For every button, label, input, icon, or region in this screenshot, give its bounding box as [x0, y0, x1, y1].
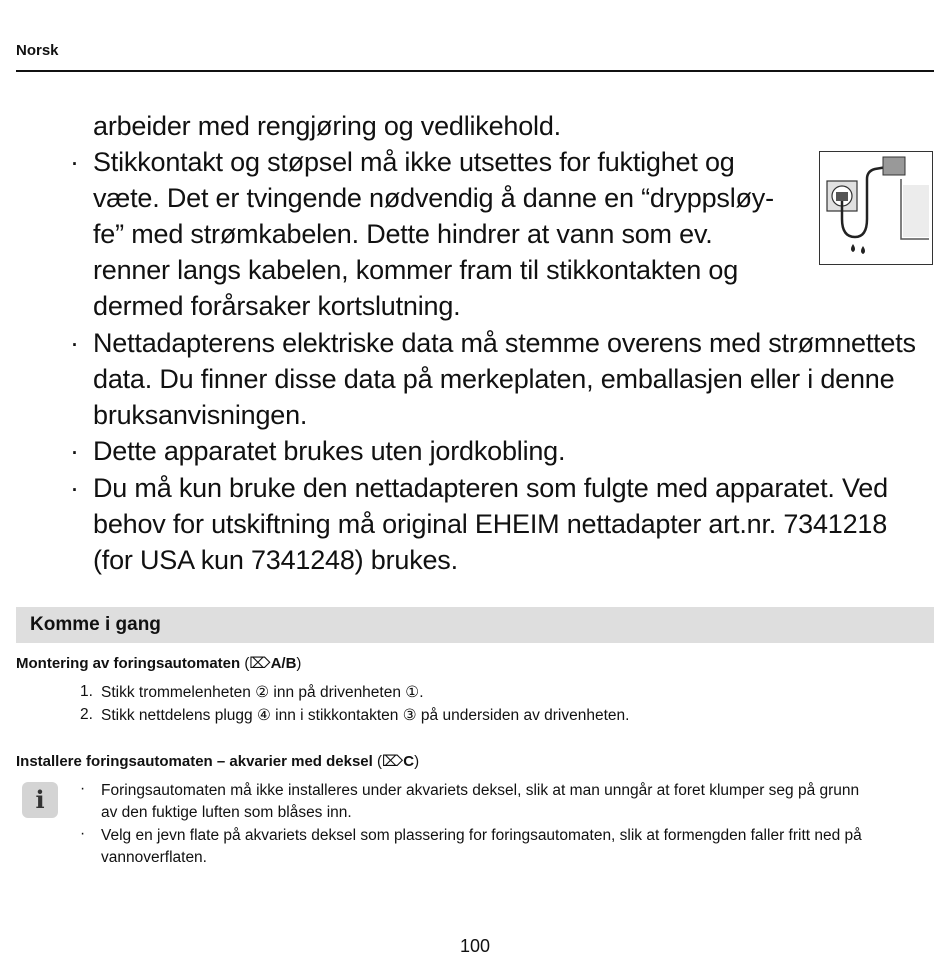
header-divider	[16, 70, 934, 72]
install-note-line: Velg en jevn flate på akvariets deksel som plassering for foringsautomaten, slik at formengden faller fritt ned på	[101, 827, 862, 844]
step-number: 1.	[80, 683, 93, 700]
figure-reference-icon: ⌦	[249, 655, 271, 672]
part-number-icon: ④	[256, 707, 271, 724]
bullet1-line: fe” med strømkabelen. Dette hindrer at vann som ev.	[93, 219, 713, 249]
bullet-marker: ·	[70, 328, 79, 358]
bullet1-line: væte. Det er tvingende nødvendig å danne en “dryppsløy-	[93, 183, 774, 213]
info-icon: i	[22, 782, 58, 818]
mounting-heading: Montering av foringsautomaten (⌦A/B)	[16, 655, 302, 672]
drip-loop-illustration	[819, 151, 933, 265]
mounting-step: Stikk trommelenheten ② inn på drivenheten ①.	[101, 684, 424, 701]
continuation-line: arbeider med rengjøring og vedlikehold.	[93, 111, 561, 141]
figure-reference-icon: ⌦	[382, 753, 404, 770]
bullet3-line: Dette apparatet brukes uten jordkobling.	[93, 436, 566, 466]
page-number: 100	[459, 936, 491, 956]
page-header-label: Norsk	[16, 42, 59, 59]
bullet1-line: Stikkontakt og støpsel må ikke utsettes for fuktighet og	[93, 147, 735, 177]
part-number-icon: ②	[255, 684, 270, 701]
note-bullet: ·	[80, 825, 86, 842]
bullet1-line: renner langs kabelen, kommer fram til stikkontakten og	[93, 255, 739, 285]
part-number-icon: ③	[402, 707, 417, 724]
bullet-marker: ·	[70, 436, 79, 466]
note-bullet: ·	[80, 780, 86, 797]
bullet2-line: Nettadapterens elektriske data må stemme overens med strømnettets	[93, 328, 916, 358]
bullet1-line: dermed forårsaker kortslutning.	[93, 291, 461, 321]
install-note-line: vannoverflaten.	[101, 849, 207, 866]
bullet4-line: behov for utskiftning må original EHEIM nettadapter art.nr. 7341218	[93, 509, 888, 539]
install-note-line: av den fuktige luften som blåses inn.	[101, 804, 352, 821]
bullet4-line: (for USA kun 7341248) brukes.	[93, 545, 458, 575]
adapter-icon	[883, 157, 905, 175]
aquarium-water	[903, 185, 929, 237]
bullet-marker: ·	[70, 147, 79, 177]
bullet2-line: bruksanvisningen.	[93, 400, 308, 430]
step-number: 2.	[80, 706, 93, 723]
section-title: Komme i gang	[30, 614, 161, 635]
plug-icon	[836, 192, 848, 201]
bullet4-line: Du må kun bruke den nettadapteren som fulgte med apparatet. Ved	[93, 473, 888, 503]
part-number-icon: ①	[405, 684, 420, 701]
bullet-marker: ·	[70, 473, 79, 503]
install-note-line: Foringsautomaten må ikke installeres under akvariets deksel, slik at man unngår at foret klumper seg på grunn	[101, 782, 860, 799]
mounting-step: Stikk nettdelens plugg ④ inn i stikkontakten ③ på undersiden av drivenheten.	[101, 707, 630, 724]
bullet2-line: data. Du finner disse data på merkeplaten, emballasjen eller i denne	[93, 364, 895, 394]
install-heading: Installere foringsautomaten – akvarier med deksel (⌦C)	[16, 753, 420, 770]
